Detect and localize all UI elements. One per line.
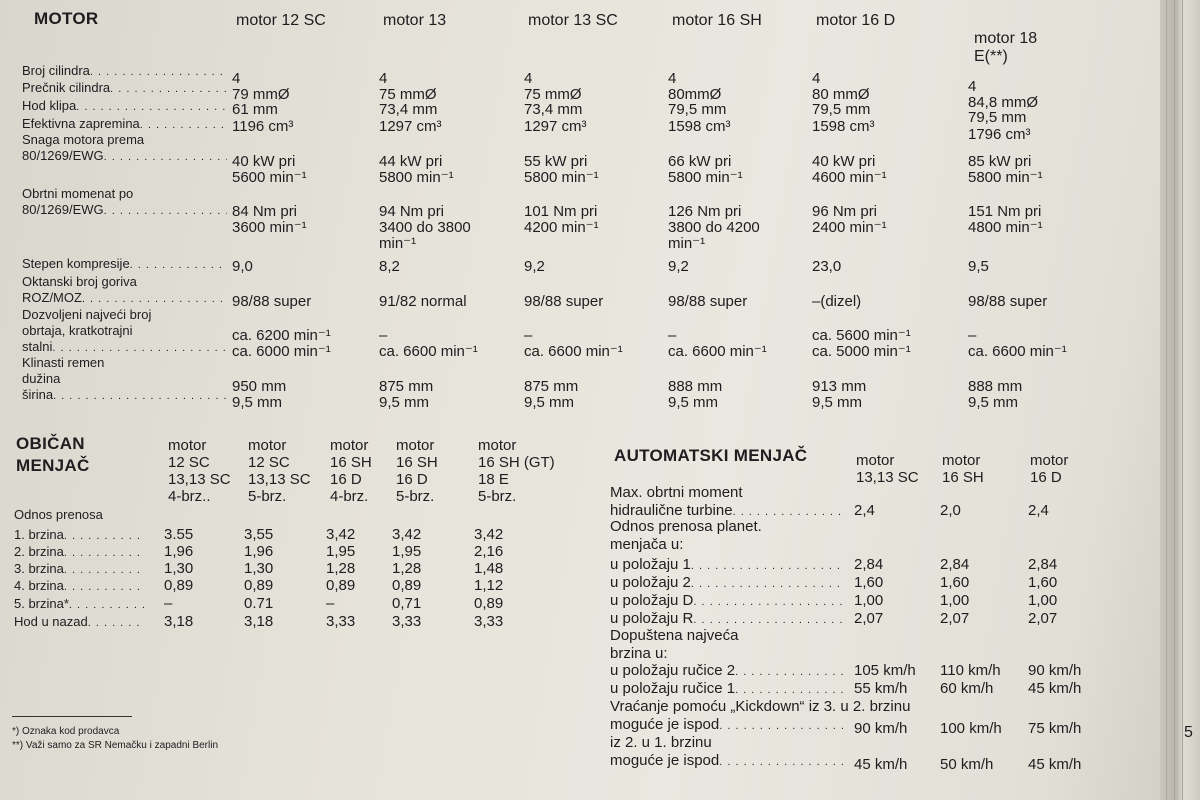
- motor-row-label: 80/1269/EWG. . .: [22, 203, 227, 218]
- motor-cell: 98/88 super: [668, 293, 748, 310]
- motor-cell: 888 mm: [668, 378, 723, 395]
- manual-cell: 2,16: [474, 543, 504, 560]
- motor-cell: 5800 min⁻¹: [968, 169, 1043, 186]
- footnote-rule: [12, 716, 132, 717]
- motor-row-label: 80/1269/EWG. . .: [22, 149, 227, 164]
- leader-dots: [64, 562, 144, 577]
- motor-cell: 4: [379, 70, 388, 87]
- manual-cell: 3,33: [326, 613, 356, 630]
- manual-cell: 1,95: [392, 543, 422, 560]
- manual-title-line-1: OBIČAN: [16, 434, 85, 453]
- manual-cell: 3,42: [326, 526, 356, 543]
- motor-row-label: stalni. . .: [22, 340, 227, 355]
- motor-row-label: Prečnik cilindra. . .: [22, 81, 227, 96]
- manual-cell: –: [326, 595, 335, 612]
- motor-cell: –(dizel): [812, 293, 862, 310]
- manual-cell: 1,96: [244, 543, 274, 560]
- auto-cell: 1,60: [1028, 574, 1058, 591]
- footnote-2: **) Važi samo za SR Nemačku i zapadni Berlin: [12, 740, 219, 751]
- auto-cell: 1,00: [854, 592, 884, 609]
- manual-cell: 0,71: [392, 595, 422, 612]
- motor-cell: 950 mm: [232, 378, 287, 395]
- motor-cell: 9,5 mm: [968, 394, 1019, 411]
- auto-cell: 105 km/h: [854, 662, 916, 679]
- auto-cell: 1,60: [940, 574, 970, 591]
- motor-cell: 80 mmØ: [812, 86, 870, 103]
- manual-cell: 3,18: [244, 613, 274, 630]
- motor-row-label: Broj cilindra. . .: [22, 64, 227, 79]
- auto-cell: 90 km/h: [1028, 662, 1082, 679]
- motor-cell: 79 mmØ: [232, 86, 290, 103]
- auto-cell: 90 km/h: [854, 720, 908, 737]
- motor-cell: 1297 cm³: [379, 118, 442, 135]
- leader-dots: [64, 545, 144, 560]
- leader-dots: [53, 388, 227, 403]
- motor-column-header: motor 16 SH: [672, 12, 762, 29]
- manual-cell: 0,89: [164, 577, 194, 594]
- motor-cell: 101 Nm pri: [524, 203, 598, 220]
- manual-column-header: 4-brz.: [330, 488, 369, 505]
- motor-column-header: motor 13 SC: [528, 12, 618, 29]
- manual-column-header: 5-brz.: [396, 488, 435, 505]
- motor-row-label: ROZ/MOZ. . .: [22, 291, 227, 306]
- motor-cell: 98/88 super: [968, 293, 1048, 310]
- motor-cell: 79,5 mm: [812, 101, 871, 118]
- manual-row-label: 3. brzina. . .: [14, 562, 144, 577]
- motor-column-header: motor 12 SC: [236, 12, 326, 29]
- auto-cell: 2,4: [1028, 502, 1049, 519]
- manual-cell: 1,30: [244, 560, 274, 577]
- auto-row-label: Max. obrtni moment: [610, 484, 743, 501]
- leader-dots: [719, 752, 846, 771]
- auto-cell: 2,84: [854, 556, 884, 573]
- motor-cell: 75 mmØ: [379, 86, 437, 103]
- motor-cell: 23,0: [812, 258, 842, 275]
- manual-cell: 1,95: [326, 543, 356, 560]
- motor-cell: 3400 do 3800: [379, 219, 471, 236]
- manual-title-line-2: MENJAČ: [16, 456, 90, 475]
- leader-dots: [82, 291, 227, 306]
- auto-cell: 1,00: [940, 592, 970, 609]
- manual-cell: 3,33: [474, 613, 504, 630]
- auto-row-label: u položaju ručice 1. . .: [610, 680, 846, 699]
- leader-dots: [76, 99, 227, 114]
- motor-cell: ca. 5000 min⁻¹: [812, 343, 911, 360]
- auto-cell: 2,07: [854, 610, 884, 627]
- manual-row-label: Hod u nazad. . .: [14, 615, 144, 630]
- auto-cell: 45 km/h: [1028, 680, 1082, 697]
- manual-cell: 3,42: [392, 526, 422, 543]
- motor-cell: 9,0: [232, 258, 253, 275]
- motor-cell: 91/82 normal: [379, 293, 467, 310]
- auto-column-header: motor: [856, 452, 895, 469]
- auto-row-label: iz 2. u 1. brzinu: [610, 734, 712, 751]
- motor-row-label: Dozvoljeni najveći broj: [22, 307, 152, 322]
- motor-cell: 9,2: [524, 258, 545, 275]
- motor-row-label: Klinasti remen: [22, 355, 105, 370]
- motor-cell: 98/88 super: [232, 293, 312, 310]
- manual-cell: 3,42: [474, 526, 504, 543]
- motor-cell: 9,5 mm: [524, 394, 575, 411]
- auto-row-label: brzina u:: [610, 645, 668, 662]
- auto-cell: 2,84: [1028, 556, 1058, 573]
- motor-cell: 8,2: [379, 258, 400, 275]
- auto-cell: 55 km/h: [854, 680, 908, 697]
- motor-cell: 84,8 mmØ: [968, 94, 1039, 111]
- auto-row-label: moguće je ispod. . .: [610, 752, 846, 771]
- footnote-1: *) Oznaka kod prodavca: [12, 726, 120, 737]
- motor-row-label: Efektivna zapremina. . .: [22, 117, 227, 132]
- motor-cell: 3800 do 4200: [668, 219, 760, 236]
- auto-row-label: u položaju 2. . .: [610, 574, 846, 593]
- motor-cell: 73,4 mm: [379, 101, 438, 118]
- motor-row-label: Obrtni momenat po: [22, 186, 134, 201]
- auto-column-header: 13,13 SC: [856, 469, 919, 486]
- motor-cell: 61 mm: [232, 101, 278, 118]
- manual-cell: 1,96: [164, 543, 194, 560]
- manual-row-label: 1. brzina. . .: [14, 528, 144, 543]
- motor-column-header: E(**): [974, 48, 1008, 65]
- motor-cell: 1297 cm³: [524, 118, 587, 135]
- auto-column-header: motor: [942, 452, 981, 469]
- manual-section-title: [16, 433, 90, 477]
- motor-cell: 9,5 mm: [812, 394, 863, 411]
- motor-cell: 4200 min⁻¹: [524, 219, 599, 236]
- motor-cell: 888 mm: [968, 378, 1023, 395]
- manual-group-label: Odnos prenosa: [14, 507, 103, 522]
- auto-cell: 2,07: [940, 610, 970, 627]
- leader-dots: [110, 81, 227, 96]
- leader-dots: [735, 662, 846, 681]
- auto-cell: 1,60: [854, 574, 884, 591]
- auto-row-label: menjača u:: [610, 536, 684, 553]
- motor-cell: 55 kW pri: [524, 153, 588, 170]
- motor-cell: 5600 min⁻¹: [232, 169, 307, 186]
- manual-column-header: 16 SH (GT): [478, 454, 555, 471]
- motor-row-label: dužina: [22, 371, 61, 386]
- auto-cell: 75 km/h: [1028, 720, 1082, 737]
- leader-dots: [691, 556, 846, 575]
- page-edge: [1160, 0, 1200, 800]
- motor-cell: min⁻¹: [379, 235, 417, 252]
- motor-cell: 9,5: [968, 258, 989, 275]
- manual-column-header: 5-brz.: [478, 488, 517, 505]
- motor-cell: 913 mm: [812, 378, 867, 395]
- auto-row-label: u položaju 1. . .: [610, 556, 846, 575]
- motor-cell: ca. 5600 min⁻¹: [812, 327, 911, 344]
- motor-cell: 79,5 mm: [968, 109, 1027, 126]
- motor-cell: 4600 min⁻¹: [812, 169, 887, 186]
- motor-cell: 151 Nm pri: [968, 203, 1042, 220]
- leader-dots: [104, 149, 227, 164]
- motor-cell: 98/88 super: [524, 293, 604, 310]
- motor-cell: 80mmØ: [668, 86, 722, 103]
- manual-row-label: 5. brzina*. . .: [14, 597, 144, 612]
- manual-column-header: 13,13 SC: [248, 471, 311, 488]
- motor-cell: 4: [968, 78, 977, 95]
- auto-row-label: u položaju ručice 2. . .: [610, 662, 846, 681]
- motor-cell: 4: [232, 70, 241, 87]
- motor-cell: 9,2: [668, 258, 689, 275]
- motor-cell: 1196 cm³: [232, 118, 294, 135]
- motor-cell: 1598 cm³: [812, 118, 875, 135]
- motor-cell: 40 kW pri: [232, 153, 296, 170]
- auto-cell: 2,0: [940, 502, 961, 519]
- auto-column-header: motor: [1030, 452, 1069, 469]
- manual-column-header: 16 D: [330, 471, 362, 488]
- auto-cell: 2,07: [1028, 610, 1058, 627]
- motor-cell: –: [524, 327, 533, 344]
- leader-dots: [735, 680, 846, 699]
- motor-cell: 875 mm: [379, 378, 434, 395]
- manual-cell: 0.71: [244, 595, 274, 612]
- auto-cell: 2,84: [940, 556, 970, 573]
- manual-cell: 3,18: [164, 613, 194, 630]
- manual-cell: 1,12: [474, 577, 504, 594]
- manual-cell: 0,89: [244, 577, 274, 594]
- auto-cell: 1,00: [1028, 592, 1058, 609]
- motor-cell: 5800 min⁻¹: [379, 169, 454, 186]
- motor-row-label: Oktanski broj goriva: [22, 274, 137, 289]
- auto-column-header: 16 SH: [942, 469, 984, 486]
- manual-cell: 0,89: [474, 595, 504, 612]
- auto-cell: 2,4: [854, 502, 875, 519]
- motor-row-label: Snaga motora prema: [22, 132, 145, 147]
- motor-cell: ca. 6000 min⁻¹: [232, 343, 331, 360]
- leader-dots: [719, 716, 846, 735]
- manual-cell: 0,89: [392, 577, 422, 594]
- motor-cell: 4: [524, 70, 533, 87]
- motor-cell: ca. 6200 min⁻¹: [232, 327, 331, 344]
- auto-cell: 45 km/h: [854, 756, 908, 773]
- motor-cell: 4: [668, 70, 677, 87]
- manual-column-header: motor: [168, 437, 207, 454]
- manual-column-header: 12 SC: [168, 454, 210, 471]
- leader-dots: [130, 257, 227, 272]
- manual-column-header: 16 SH: [330, 454, 372, 471]
- motor-cell: 4800 min⁻¹: [968, 219, 1043, 236]
- motor-cell: ca. 6600 min⁻¹: [524, 343, 623, 360]
- page-number: 5: [1184, 724, 1193, 741]
- manual-column-header: 4-brz..: [168, 488, 211, 505]
- manual-cell: 3,55: [244, 526, 274, 543]
- manual-row-label: 4. brzina. . .: [14, 579, 144, 594]
- leader-dots: [90, 64, 227, 79]
- auto-cell: 110 km/h: [940, 662, 1001, 679]
- manual-column-header: 16 D: [396, 471, 428, 488]
- motor-column-header: motor 18: [974, 30, 1038, 47]
- manual-cell: 1,48: [474, 560, 504, 577]
- manual-cell: 1,30: [164, 560, 194, 577]
- motor-column-header: motor 16 D: [816, 12, 896, 29]
- leader-dots: [691, 574, 846, 593]
- motor-cell: 875 mm: [524, 378, 579, 395]
- auto-row-label: u položaju R. . .: [610, 610, 846, 629]
- motor-cell: 1796 cm³: [968, 126, 1031, 143]
- manual-cell: 3,33: [392, 613, 422, 630]
- manual-column-header: motor: [248, 437, 287, 454]
- manual-cell: 1,28: [392, 560, 422, 577]
- motor-cell: ca. 6600 min⁻¹: [968, 343, 1067, 360]
- leader-dots: [52, 340, 227, 355]
- manual-cell: –: [164, 595, 173, 612]
- auto-row-label: Vraćanje pomoću „Kickdown“ iz 3. u 2. brzinu: [610, 698, 911, 715]
- motor-cell: 66 kW pri: [668, 153, 732, 170]
- auto-row-label: hidraulične turbine. . .: [610, 502, 846, 521]
- motor-cell: 79,5 mm: [668, 101, 727, 118]
- manual-cell: 1,28: [326, 560, 356, 577]
- motor-cell: ca. 6600 min⁻¹: [668, 343, 767, 360]
- motor-section-title: MOTOR: [34, 9, 99, 28]
- auto-column-header: 16 D: [1030, 469, 1062, 486]
- motor-row-label: obrtaja, kratkotrajni: [22, 323, 133, 338]
- motor-cell: 44 kW pri: [379, 153, 443, 170]
- auto-section-title: AUTOMATSKI MENJAČ: [614, 446, 808, 465]
- manual-column-header: 16 SH: [396, 454, 438, 471]
- manual-column-header: 5-brz.: [248, 488, 287, 505]
- motor-row-label: Stepen kompresije. . .: [22, 257, 227, 272]
- manual-column-header: 13,13 SC: [168, 471, 231, 488]
- motor-cell: 40 kW pri: [812, 153, 876, 170]
- auto-cell: 60 km/h: [940, 680, 994, 697]
- motor-row-label: širina. . .: [22, 388, 227, 403]
- motor-cell: min⁻¹: [668, 235, 706, 252]
- motor-cell: –: [968, 327, 977, 344]
- motor-column-header: motor 13: [383, 12, 447, 29]
- auto-row-label: Dopuštena najveća: [610, 627, 739, 644]
- motor-cell: 5800 min⁻¹: [668, 169, 743, 186]
- manual-column-header: 12 SC: [248, 454, 290, 471]
- leader-dots: [140, 117, 227, 132]
- motor-cell: 2400 min⁻¹: [812, 219, 887, 236]
- leader-dots: [693, 592, 846, 611]
- motor-cell: 126 Nm pri: [668, 203, 742, 220]
- leader-dots: [64, 579, 144, 594]
- manual-column-header: 18 E: [478, 471, 509, 488]
- leader-dots: [64, 528, 144, 543]
- auto-cell: 100 km/h: [940, 720, 1002, 737]
- motor-cell: 75 mmØ: [524, 86, 582, 103]
- manual-column-header: motor: [478, 437, 517, 454]
- auto-row-label: u položaju D. . .: [610, 592, 846, 611]
- motor-cell: 4: [812, 70, 821, 87]
- motor-cell: 1598 cm³: [668, 118, 731, 135]
- manual-column-header: motor: [330, 437, 369, 454]
- manual-column-header: motor: [396, 437, 435, 454]
- manual-row-label: 2. brzina. . .: [14, 545, 144, 560]
- leader-dots: [88, 615, 144, 630]
- motor-cell: 9,5 mm: [379, 394, 430, 411]
- motor-cell: 84 Nm pri: [232, 203, 298, 220]
- motor-cell: 94 Nm pri: [379, 203, 445, 220]
- motor-cell: 3600 min⁻¹: [232, 219, 307, 236]
- auto-cell: 45 km/h: [1028, 756, 1082, 773]
- leader-dots: [104, 203, 227, 218]
- auto-row-label: Odnos prenosa planet.: [610, 518, 762, 535]
- manual-cell: 3.55: [164, 526, 194, 543]
- manual-cell: 0,89: [326, 577, 356, 594]
- auto-cell: 50 km/h: [940, 756, 994, 773]
- motor-cell: 9,5 mm: [232, 394, 283, 411]
- motor-cell: 9,5 mm: [668, 394, 719, 411]
- motor-row-label: Hod klipa. . .: [22, 99, 227, 114]
- motor-cell: 5800 min⁻¹: [524, 169, 599, 186]
- motor-cell: 73,4 mm: [524, 101, 583, 118]
- leader-dots: [69, 597, 144, 612]
- motor-cell: 85 kW pri: [968, 153, 1032, 170]
- auto-row-label: moguće je ispod. . .: [610, 716, 846, 735]
- motor-cell: 96 Nm pri: [812, 203, 878, 220]
- motor-cell: –: [379, 327, 388, 344]
- motor-cell: ca. 6600 min⁻¹: [379, 343, 478, 360]
- motor-cell: –: [668, 327, 677, 344]
